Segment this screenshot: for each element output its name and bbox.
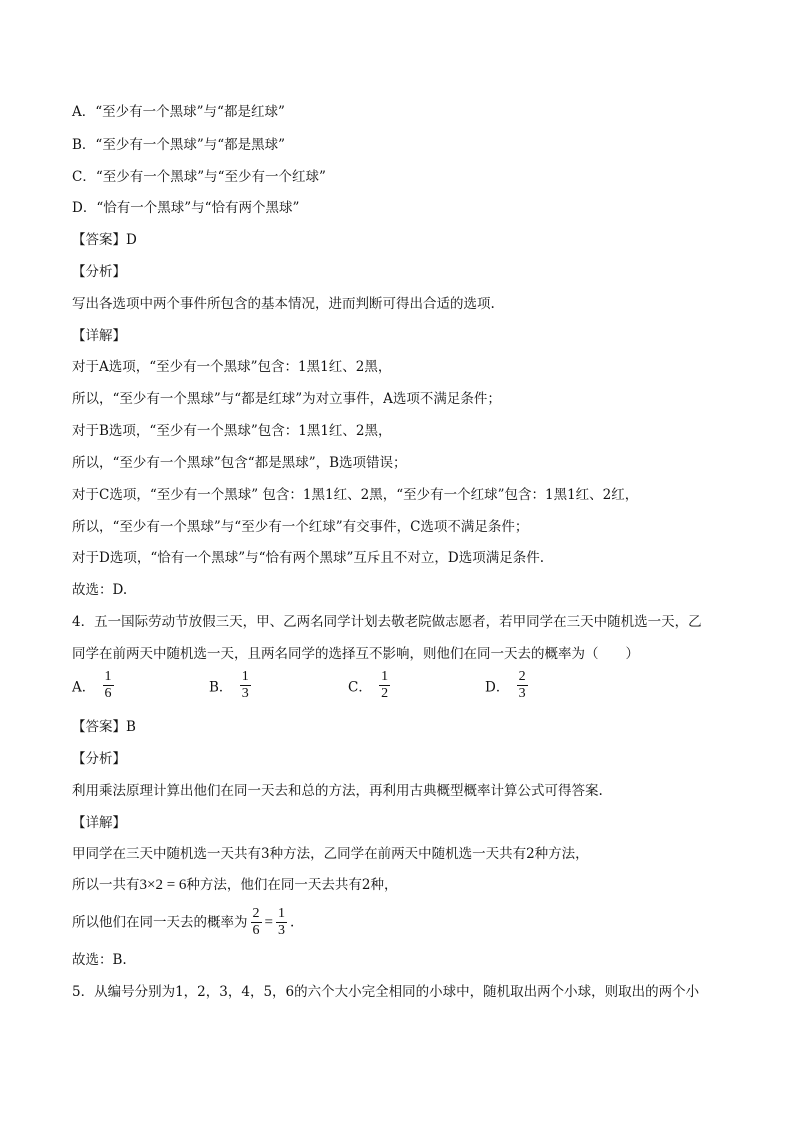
q4-option-a-fraction: $\frac{1}{6}$ bbox=[104, 669, 112, 701]
q4-stem-line2: 同学在前两天中随机选一天，且两名同学的选择互不影响，则他们在同一天去的概率为（ ） bbox=[72, 646, 639, 662]
q4-option-d-fraction: $\frac{2}{3}$ bbox=[518, 669, 526, 701]
q3-detail-line: 所以，“至少有一个黑球”与“都是红球”为对立事件，A选项不满足条件； bbox=[72, 391, 501, 407]
q4-analysis-title: 【分析】 bbox=[72, 751, 126, 767]
q3-detail-line: 对于B选项，“至少有一个黑球”包含：1黑1红、2黑， bbox=[72, 423, 392, 439]
q4-options bbox=[72, 669, 672, 709]
q4-option-d: D． $\frac{2}{3}$ bbox=[485, 669, 526, 701]
q3-detail-line: 所以，“至少有一个黑球”与“至少有一个红球”有交事件，C选项不满足条件； bbox=[72, 519, 529, 535]
q3-detail-line: 对于D选项，“恰有一个黑球”与“恰有两个黑球”互斥且不对立，D选项满足条件. bbox=[72, 550, 545, 566]
q3-option-b: B．“至少有一个黑球”与“都是黑球” bbox=[72, 137, 286, 153]
q4-probability-fraction: $\frac{2}{6}$ bbox=[252, 906, 260, 938]
q3-analysis: 写出各选项中两个事件所包含的基本情况，进而判断可得出合适的选项. bbox=[72, 296, 495, 312]
q4-option-b-fraction: $\frac{1}{3}$ bbox=[241, 669, 249, 701]
q3-option-d: D．“恰有一个黑球”与“恰有两个黑球” bbox=[72, 200, 300, 216]
q3-analysis-title: 【分析】 bbox=[72, 264, 126, 280]
q3-option-c: C．“至少有一个黑球”与“至少有一个红球” bbox=[72, 169, 326, 185]
q4-option-a: A． $\frac{1}{6}$ bbox=[72, 669, 112, 701]
q4-answer: 【答案】B bbox=[72, 719, 136, 735]
q4-conclusion: 故选：B. bbox=[72, 952, 127, 968]
q3-conclusion: 故选：D. bbox=[72, 582, 128, 598]
q4-option-c: C． $\frac{1}{2}$ bbox=[348, 669, 389, 701]
q4-product-expression: 3×2 = 6 bbox=[139, 877, 187, 893]
q4-detail-line: 所以他们在同一天去的概率为 $\frac{2}{6}$ = $\frac{1}{3}$ . bbox=[72, 906, 295, 938]
q5-stem-line1: 5．从编号分别为1，2，3，4，5，6的六个大小完全相同的小球中，随机取出两个小球，则取出的两个小 bbox=[72, 984, 700, 1000]
q3-detail-title: 【详解】 bbox=[72, 328, 126, 344]
q3-detail-line: 对于C选项，“至少有一个黑球” 包含：1黑1红、2黑，“至少有一个红球”包含：1黑1红、2红， bbox=[72, 487, 639, 503]
q3-detail-line: 所以，“至少有一个黑球”包含“都是黑球”，B选项错误； bbox=[72, 455, 407, 471]
q4-detail-line: 所以一共有3×2 = 6种方法，他们在同一天去共有2种， bbox=[72, 877, 398, 893]
q3-option-a: A．“至少有一个黑球”与“都是红球” bbox=[72, 104, 285, 120]
q4-stem-line1: 4．五一国际劳动节放假三天，甲、乙两名同学计划去敬老院做志愿者，若甲同学在三天中随机选一天，乙 bbox=[72, 614, 702, 630]
q4-option-c-fraction: $\frac{1}{2}$ bbox=[381, 669, 389, 701]
q4-option-b: B． $\frac{1}{3}$ bbox=[209, 669, 249, 701]
q4-detail-title: 【详解】 bbox=[72, 815, 126, 831]
q4-detail-line: 甲同学在三天中随机选一天共有3种方法，乙同学在前两天中随机选一天共有2种方法， bbox=[72, 846, 589, 862]
q4-probability-result: $\frac{1}{3}$ bbox=[277, 906, 285, 938]
q4-analysis: 利用乘法原理计算出他们在同一天去和总的方法，再利用古典概型概率计算公式可得答案. bbox=[72, 783, 603, 799]
q3-detail-line: 对于A选项，“至少有一个黑球”包含：1黑1红、2黑， bbox=[72, 359, 392, 375]
q3-answer: 【答案】D bbox=[72, 232, 137, 248]
